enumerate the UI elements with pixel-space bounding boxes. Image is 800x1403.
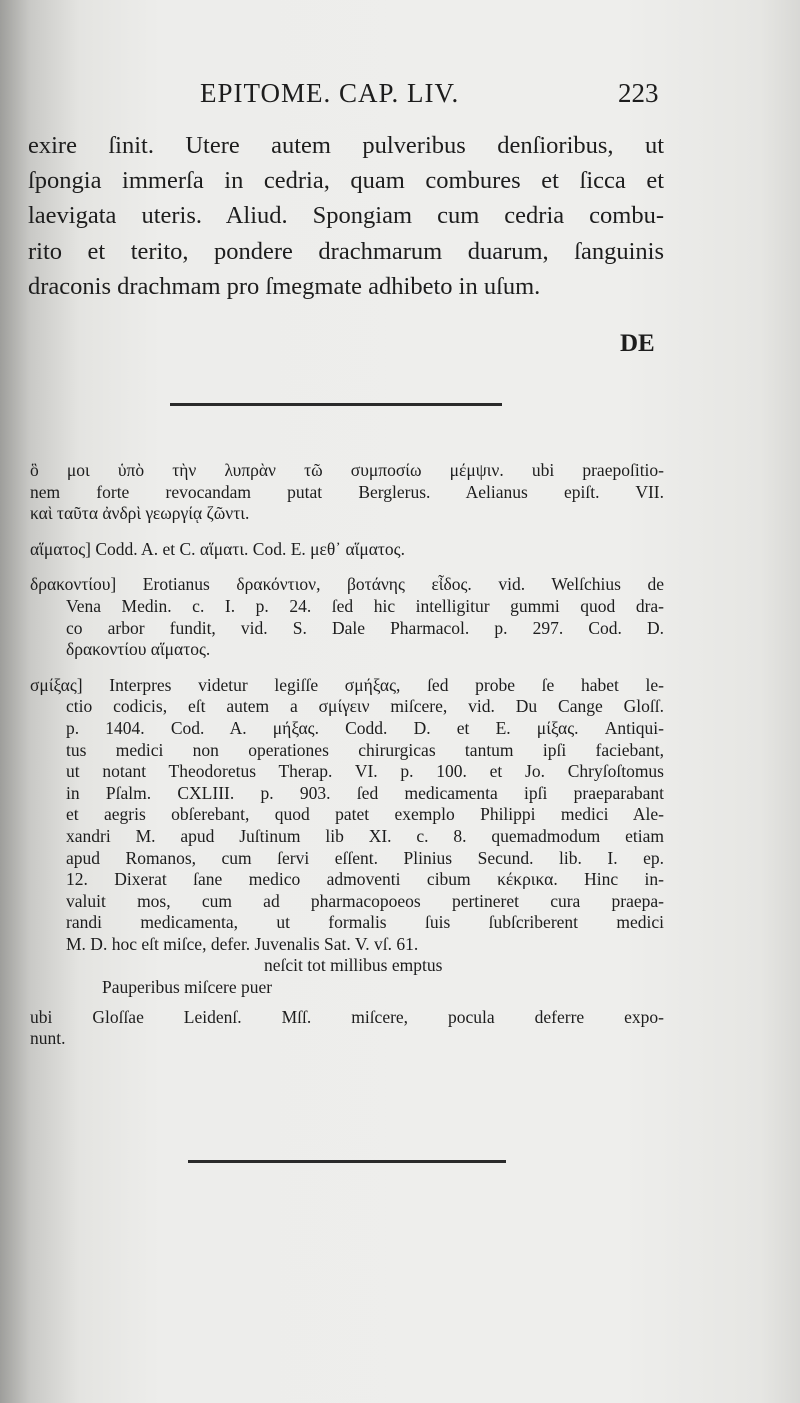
main-text xyxy=(28,128,664,304)
verse-quote-line: Pauperibus miſcere puer xyxy=(102,977,273,998)
running-title: EPITOME. CAP. LIV. xyxy=(200,78,460,108)
footnote-line: et aegris obſerebant, quod patet exemplo Philippi medici Ale- xyxy=(66,804,664,825)
footnote xyxy=(30,460,664,525)
main-text-line: ſpongia immerſa in cedria, quam combures et ſicca et xyxy=(28,167,664,195)
notes-separator-rule xyxy=(170,403,502,406)
footnote xyxy=(30,574,664,660)
footnote-line: p. 1404. Cod. A. μήξας. Codd. D. et E. μίξας. Antiqui- xyxy=(66,717,664,738)
footnote-line: ut notant Theodoretus Therap. VI. p. 100. et Jo. Chryſoſtomus xyxy=(66,761,664,782)
footnote-line: co arbor fundit, vid. S. Dale Pharmacol. p. 297. Cod. D. xyxy=(66,617,664,638)
footnote-line: in Pſalm. CXLIII. p. 903. ſed medicamenta ipſi praeparabant xyxy=(66,782,664,803)
footnote-line: apud Romanos, cum ſervi eſſent. Plinius Secund. lib. I. ep. xyxy=(66,847,664,868)
footnote-line: Vena Medin. c. I. p. 24. ſed hic intelligitur gummi quod dra- xyxy=(66,595,664,616)
footnote xyxy=(30,675,664,1050)
footnote-line: καὶ ταῦτα ἀνδρὶ γεωργίᾳ ζῶντι. xyxy=(30,503,250,524)
footnote-line: randi medicamenta, ut formalis ſuis ſubſcriberent medici xyxy=(66,912,664,933)
footnote-line: ὃ μοι ὑπὸ τὴν λυπρὰν τῶ συμποσίω μέμψιν. ubi praepoſitio- xyxy=(30,460,664,480)
page-number: 223 xyxy=(618,78,659,108)
catchword: DE xyxy=(620,330,655,357)
main-text-line: rito et terito, pondere drachmarum duarum, ſanguinis xyxy=(28,237,664,265)
main-text-line: draconis drachmam pro ſmegmate adhibeto in uſum. xyxy=(28,272,541,300)
footnote-line: M. D. hoc eſt miſce, defer. Juvenalis Sat. V. vſ. 61. xyxy=(66,933,419,954)
footnote-line: δρακοντίου αἵματος. xyxy=(66,639,211,660)
footnote-line: valuit mos, cum ad pharmacopoeos pertineret cura praepa- xyxy=(66,890,664,911)
footnote-line: nem forte revocandam putat Berglerus. Aelianus epiſt. VII. xyxy=(30,481,664,502)
footnote-line: tus medici non operationes chirurgicas tantum ipſi faciebant, xyxy=(66,739,664,760)
footnote-line: xandri M. apud Juſtinum lib XI. c. 8. quemadmodum etiam xyxy=(66,825,664,846)
footnote xyxy=(30,539,664,561)
footnotes xyxy=(30,460,664,1064)
footnote-line: σμίξας] Interpres videtur legiſſe σμήξας, ſed probe ſe habet le- xyxy=(30,674,664,695)
footnote-line: nunt. xyxy=(30,1028,66,1049)
main-text-line: laevigata uteris. Aliud. Spongiam cum cedria combu- xyxy=(28,202,664,230)
footnote-line: αἵματος] Codd. A. et C. αἵματι. Cod. E. μεθ᾽ αἵματος. xyxy=(30,538,405,559)
page-header xyxy=(0,78,800,118)
footnote-line: 12. Dixerat ſane medico admoventi cibum κέκρικα. Hinc in- xyxy=(66,869,664,890)
footnote-line: δρακοντίου] Erotianus δρακόντιον, βοτάνης εἶδος. vid. Welſchius de xyxy=(30,574,664,595)
footnote-line: ubi Gloſſae Leidenſ. Mſſ. miſcere, pocula deferre expo- xyxy=(30,1006,664,1027)
bottom-rule xyxy=(188,1160,506,1163)
main-text-line: exire ſinit. Utere autem pulveribus denſioribus, ut xyxy=(28,132,664,159)
footnote-line: ctio codicis, eſt autem a σμίγειν miſcere, vid. Du Cange Gloſſ. xyxy=(66,696,664,717)
verse-quote-line: neſcit tot millibus emptus xyxy=(264,955,443,976)
